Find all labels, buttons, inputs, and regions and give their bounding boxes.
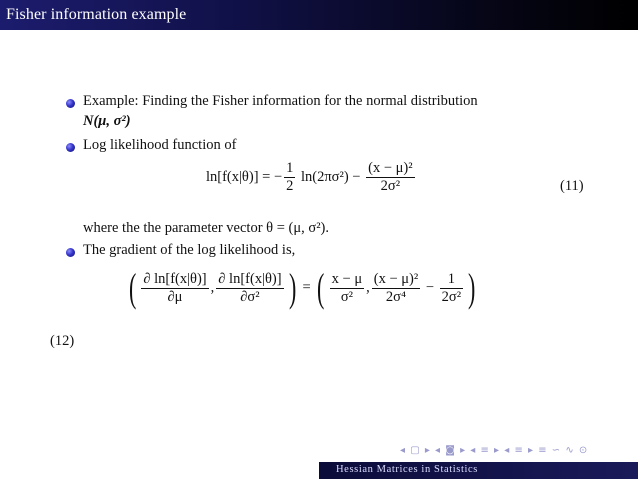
bullet1-text: Example: Finding the Fisher information for the normal distribution bbox=[83, 93, 478, 109]
equation-11 bbox=[206, 160, 417, 195]
eq11-half-fraction bbox=[284, 160, 295, 195]
footer-left bbox=[0, 462, 319, 479]
bullet-icon bbox=[66, 99, 75, 108]
eq11-fraction bbox=[366, 160, 414, 195]
eq12-d2-den: ∂σ² bbox=[240, 288, 260, 305]
bullet3-text: The gradient of the log likelihood is, bbox=[83, 242, 296, 258]
left-paren: ( bbox=[317, 265, 325, 310]
eq12-d1 bbox=[141, 271, 208, 306]
bullet2-text: Log likelihood function of bbox=[83, 137, 237, 153]
eq12-r2-num: (x − μ)² bbox=[373, 270, 419, 287]
left-paren: ( bbox=[128, 265, 137, 310]
footer-bar bbox=[0, 462, 638, 479]
equation-11-number: (11) bbox=[560, 178, 584, 194]
eq11-frac-num: (x − μ)² bbox=[368, 160, 413, 176]
eq11-half-den: 2 bbox=[286, 178, 294, 194]
eq12-d2-num: ∂ ln[f(x|θ)] bbox=[218, 270, 282, 287]
eq11-frac-den: 2σ² bbox=[380, 178, 401, 194]
equation-12: ( $\frac{\partial \ln[f(x|\theta)]}{\partial\mu}$ , $\frac{\partial \ln[f(x|\theta)]}{\text{∂σ²}}$ ) = ( $\frac{x - \mu}{\text{σ²}}$ , $\frac{\text{(x − μ)²}}{\text{2σ⁴}}$ − $\frac{1}{\text{2σ²}}$ ) bbox=[128, 265, 476, 310]
eq12-r3-den: 2σ² bbox=[441, 288, 462, 305]
right-paren: ) bbox=[288, 265, 296, 310]
right-paren: ) bbox=[468, 265, 476, 310]
beamer-navigation-icons[interactable]: ◂ ▢ ▸ ◂ ◙ ▸ ◂ ≡ ▸ ◂ ≡ ▸ ≡ ∽ ∿ ⊙ bbox=[400, 445, 589, 456]
where-text: where the the parameter vector θ = (μ, σ²). bbox=[83, 220, 330, 236]
equation-12-number: (12) bbox=[50, 333, 75, 349]
eq12-d1-num: ∂ ln[f(x|θ)] bbox=[143, 270, 207, 287]
eq12-r1 bbox=[330, 271, 364, 306]
eq11-lhs: ln[f(x|θ)] = − bbox=[206, 168, 283, 185]
eq11-half-num: 1 bbox=[286, 160, 294, 176]
eq12-r2 bbox=[372, 271, 420, 306]
bullet-icon bbox=[66, 248, 75, 257]
bullet-icon bbox=[66, 143, 75, 152]
normal-dist-expression: N(μ, σ²) bbox=[83, 113, 131, 129]
title-bar bbox=[0, 0, 638, 30]
footer-title: Hessian Matrices in Statistics bbox=[336, 464, 478, 475]
eq12-r1-num: x − μ bbox=[331, 270, 363, 287]
eq11-mid: ln(2πσ²) − bbox=[301, 168, 361, 185]
bullet1-math bbox=[83, 113, 131, 130]
eq12-d2 bbox=[216, 271, 283, 306]
eq12-r3-num: 1 bbox=[440, 271, 463, 289]
slide-title: Fisher information example bbox=[6, 6, 187, 23]
eq12-r1-den: σ² bbox=[340, 288, 353, 305]
eq12-r2-den: 2σ⁴ bbox=[385, 288, 407, 305]
eq12-equals: = bbox=[302, 279, 311, 296]
eq12-r3 bbox=[440, 271, 463, 306]
eq12-d1-den: ∂μ bbox=[167, 288, 183, 305]
